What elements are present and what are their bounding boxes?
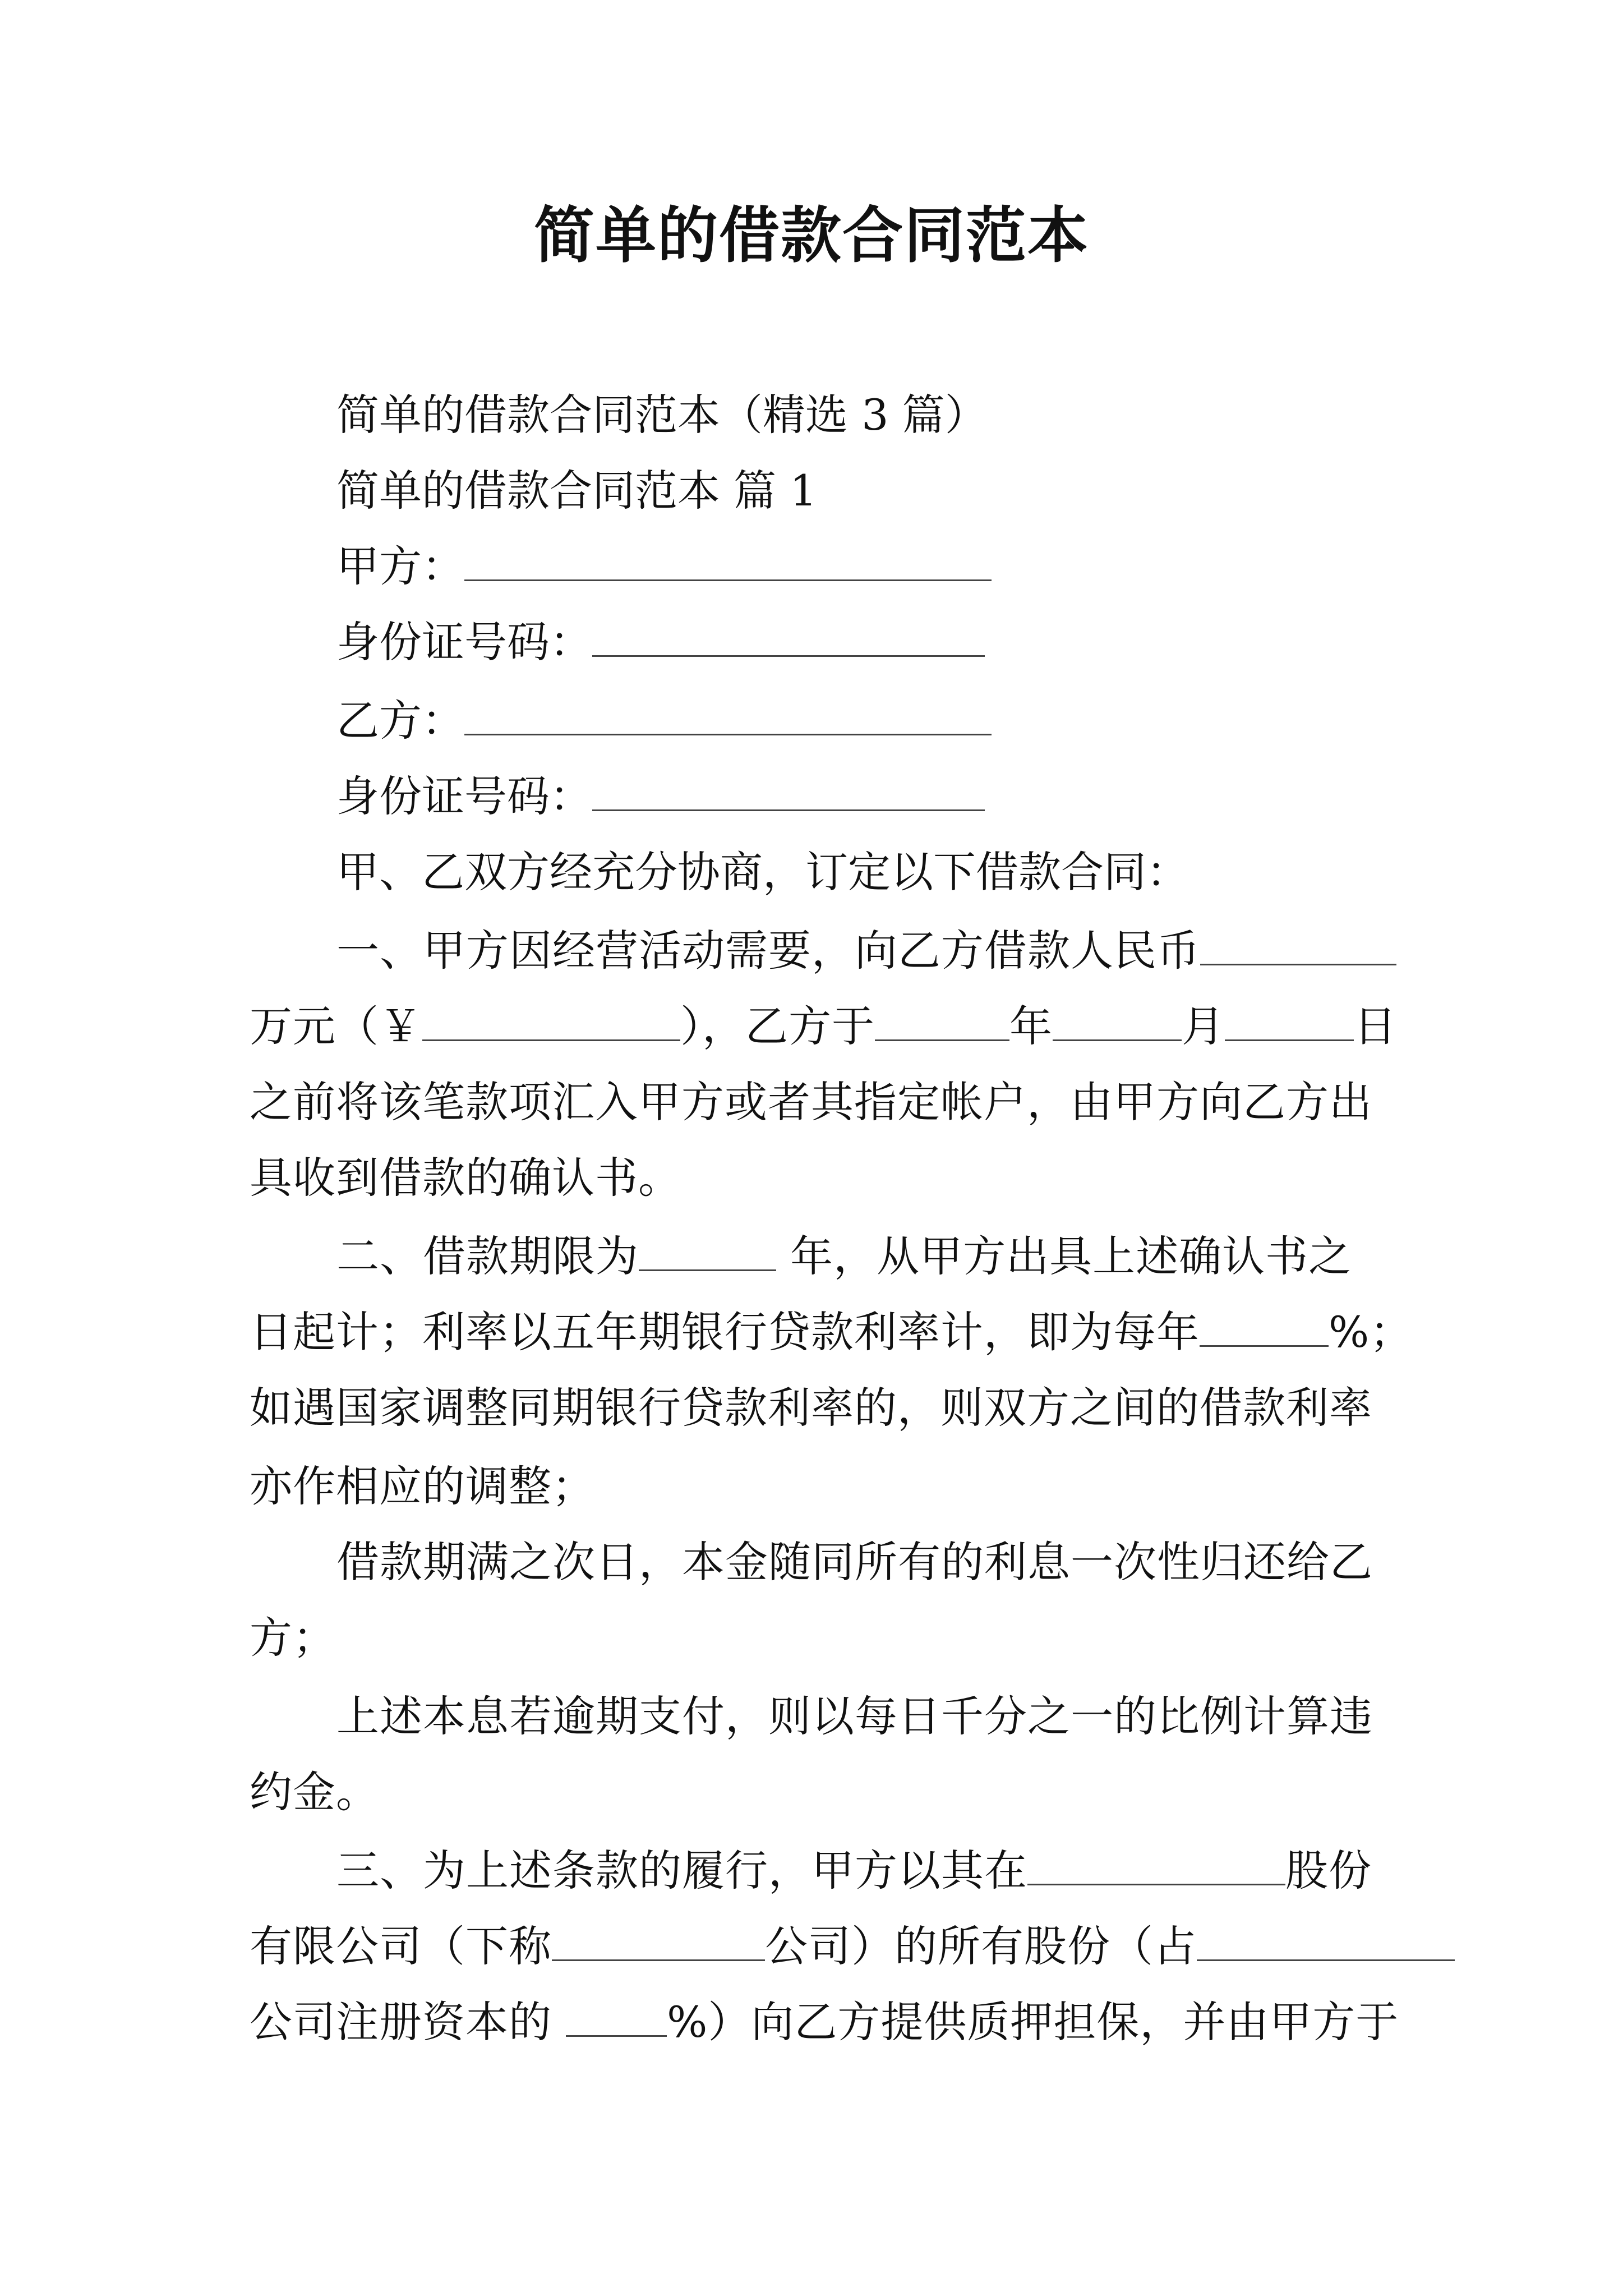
- party-b-id-row: [336, 769, 1388, 825]
- party-b-id-label: 身份证号码：: [336, 771, 592, 821]
- clause2-line4: 亦作相应的调整；: [250, 1461, 595, 1511]
- contract-intro: 甲、乙双方经充分协商，订定以下借款合同：: [336, 847, 1189, 897]
- clause1-line3: 之前将该笔款项汇入甲方或者其指定帐户，由甲方向乙方出: [250, 1077, 1372, 1127]
- interest-rate-text: 日起计；利率以五年期银行贷款利率计，即为每年: [250, 1307, 1200, 1357]
- month-label: 月: [1182, 1001, 1225, 1051]
- shares-label: 股份: [1285, 1846, 1372, 1895]
- page-title: 简单的借款合同范本: [533, 200, 1089, 271]
- capital-percent-blank: [566, 1995, 667, 2037]
- day-label: 日: [1354, 1001, 1397, 1051]
- party-b-id-blank: [592, 769, 985, 811]
- party-a-blank: [464, 539, 992, 581]
- party-a-id-row: [336, 614, 1388, 670]
- shares-ratio-text: 公司）的所有股份（占: [765, 1921, 1197, 1971]
- clause3-line2: [250, 1918, 1388, 1975]
- penalty-line1: 上述本息若逾期支付，则以每日千分之一的比例计算违: [336, 1691, 1373, 1741]
- section-heading: 简单的借款合同范本 篇 1: [336, 466, 817, 516]
- year-label: 年: [1009, 1001, 1053, 1051]
- clause2-term-text: 年，从甲方出具上述确认书之: [776, 1231, 1352, 1281]
- party-a-row: [336, 539, 1388, 595]
- clause2-line3: 如遇国家调整同期银行贷款利率的，则双方之间的借款利率: [250, 1383, 1372, 1433]
- clause1-text: 一、甲方因经营活动需要，向乙方借款人民币: [336, 926, 1200, 976]
- shares-ratio-blank: [1197, 1919, 1455, 1961]
- party-a-id-label: 身份证号码：: [336, 617, 592, 667]
- month-blank: [1053, 999, 1182, 1041]
- party-b-blank: [464, 693, 992, 735]
- pledge-text: %）向乙方提供质押担保，并由甲方于: [667, 1997, 1399, 2047]
- clause2-line2: [250, 1304, 1413, 1360]
- clause1-line1: [336, 923, 1388, 979]
- party-a-id-blank: [592, 615, 985, 657]
- company-name-blank: [1027, 1843, 1285, 1885]
- percent-label: %；: [1329, 1307, 1413, 1357]
- document-subtitle: 简单的借款合同范本（精选 3 篇）: [336, 390, 988, 440]
- clause1-transfer-text: ），乙方于: [680, 1001, 875, 1051]
- clause2-text: 二、借款期限为: [336, 1231, 639, 1281]
- clause1-line2: [250, 999, 1397, 1055]
- loan-amount-blank: [1200, 923, 1396, 965]
- clause3-line1: [336, 1843, 1388, 1899]
- party-b-label: 乙方：: [336, 696, 464, 746]
- clause1-currency-text: 万元（￥: [250, 1001, 422, 1051]
- year-blank: [875, 999, 1009, 1041]
- clause2-line1: [336, 1228, 1388, 1285]
- party-a-label: 甲方：: [336, 541, 464, 591]
- loan-term-blank: [639, 1229, 776, 1271]
- day-blank: [1225, 999, 1354, 1041]
- company-abbr-text: 有限公司（下称: [250, 1921, 552, 1971]
- company-abbr-blank: [552, 1919, 765, 1961]
- clause1-line4: 具收到借款的确认书。: [250, 1153, 681, 1203]
- repayment-line2: 方；: [250, 1613, 336, 1663]
- interest-rate-blank: [1200, 1305, 1329, 1347]
- party-b-row: [336, 693, 1388, 749]
- amount-figure-blank: [422, 999, 680, 1041]
- clause3-text: 三、为上述条款的履行，甲方以其在: [336, 1846, 1027, 1895]
- repayment-line1: 借款期满之次日，本金随同所有的利息一次性归还给乙: [336, 1537, 1373, 1587]
- clause3-line3: [250, 1994, 1399, 2050]
- penalty-line2: 约金。: [250, 1767, 379, 1817]
- registered-capital-text: 公司注册资本的: [250, 1997, 566, 2047]
